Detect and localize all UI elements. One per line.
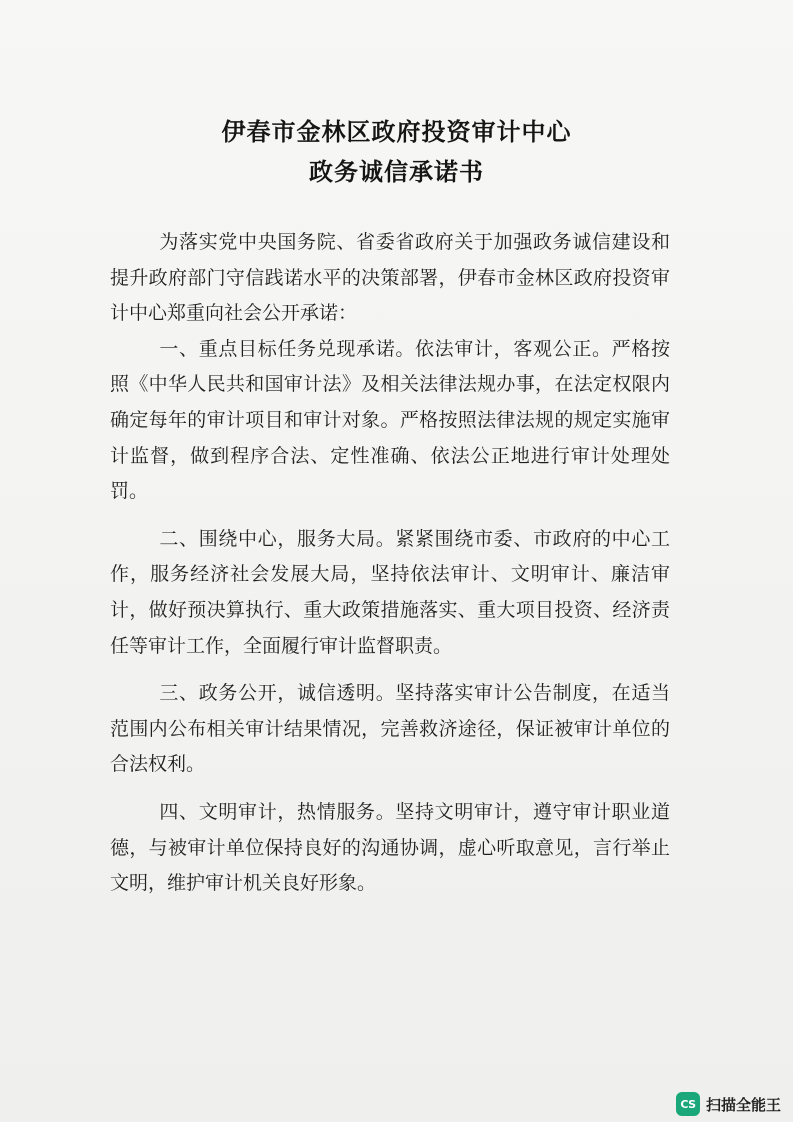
document-title [0,112,793,192]
title-line-1: 伊春市金林区政府投资审计中心 [221,118,572,146]
camscanner-logo-icon: CS [676,1092,700,1116]
commitment-paragraph-2: 二、围绕中心，服务大局。紧紧围绕市委、市政府的中心工作，服务经济社会发展大局，坚持依法审计、文明审计、廉洁审计，做好预决算执行、重大政策措施落实、重大项目投资、经济责任等审计工作，全面履行审计监督职责。 [110,527,670,657]
scanner-watermark [676,1092,781,1116]
commitment-paragraph-1: 一、重点目标任务兑现承诺。依法审计，客观公正。严格按照《中华人民共和国审计法》及相关法律法规办事，在法定权限内确定每年的审计项目和审计对象。严格按照法律法规的规定实施审计监督，做到程序合法、定性准确、依法公正地进行审计处理处罚。 [110,337,670,503]
scanner-app-name: 扫描全能王 [705,1095,781,1114]
intro-paragraph: 为落实党中央国务院、省委省政府关于加强政务诚信建设和提升政府部门守信践诺水平的决策部署，伊春市金林区政府投资审计中心郑重向社会公开承诺： [110,231,670,325]
commitment-paragraph-4: 四、文明审计，热情服务。坚持文明审计，遵守审计职业道德，与被审计单位保持良好的沟通协调，虚心听取意见，言行举止文明，维护审计机关良好形象。 [110,800,670,895]
title-line-2: 政务诚信承诺书 [309,158,484,186]
document-body [110,225,670,914]
commitment-paragraph-3: 三、政务公开，诚信透明。坚持落实审计公告制度，在适当范围内公布相关审计结果情况，完善救济途径，保证被审计单位的合法权利。 [110,682,670,776]
